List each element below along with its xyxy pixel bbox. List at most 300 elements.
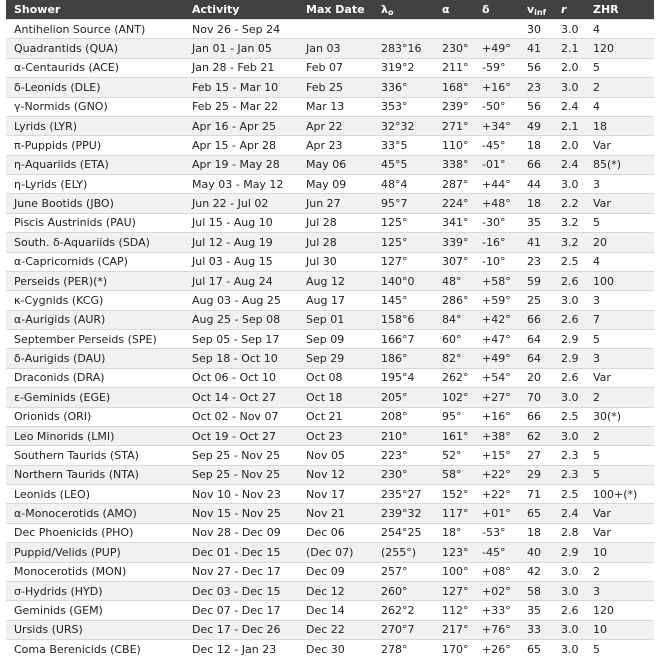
- cell-activity: Sep 25 - Nov 25: [184, 465, 298, 484]
- header-vinf: [519, 0, 553, 20]
- cell-alpha: 95°: [434, 407, 474, 426]
- cell-activity: Nov 27 - Dec 17: [184, 562, 298, 581]
- cell-activity: Apr 15 - Apr 28: [184, 136, 298, 155]
- cell-max-date: May 09: [298, 175, 373, 194]
- cell-zhr: Var: [585, 523, 654, 542]
- cell-r: 2.0: [553, 136, 585, 155]
- cell-zhr: 4: [585, 252, 654, 271]
- header-lambda-symbol: λ: [381, 2, 388, 16]
- cell-max-date: Dec 12: [298, 581, 373, 600]
- cell-zhr: 2: [585, 562, 654, 581]
- cell-max-date: Dec 22: [298, 620, 373, 639]
- cell-alpha: 112°: [434, 601, 474, 620]
- cell-vinf: 23: [519, 252, 553, 271]
- table-row: [6, 349, 654, 368]
- cell-delta: +38°: [474, 426, 519, 445]
- cell-vinf: 40: [519, 543, 553, 562]
- header-alpha: α: [434, 0, 474, 20]
- table-row: [6, 78, 654, 97]
- cell-vinf: 18: [519, 194, 553, 213]
- cell-lambda: 205°: [373, 388, 434, 407]
- table-row: [6, 562, 654, 581]
- cell-r: 3.0: [553, 20, 585, 39]
- table-row: [6, 368, 654, 387]
- cell-alpha: [434, 20, 474, 39]
- cell-shower: α-Monocerotids (AMO): [6, 504, 184, 523]
- cell-vinf: 62: [519, 426, 553, 445]
- cell-vinf: 41: [519, 233, 553, 252]
- cell-activity: Sep 05 - Sep 17: [184, 330, 298, 349]
- table-row: [6, 39, 654, 58]
- cell-max-date: Nov 21: [298, 504, 373, 523]
- cell-vinf: 27: [519, 446, 553, 465]
- cell-zhr: 4: [585, 97, 654, 116]
- cell-activity: Jan 01 - Jan 05: [184, 39, 298, 58]
- cell-activity: Dec 01 - Dec 15: [184, 543, 298, 562]
- cell-r: 2.4: [553, 155, 585, 174]
- cell-max-date: Feb 25: [298, 78, 373, 97]
- cell-zhr: 3: [585, 349, 654, 368]
- cell-delta: -53°: [474, 523, 519, 542]
- cell-shower: Lyrids (LYR): [6, 116, 184, 135]
- cell-lambda: 125°: [373, 213, 434, 232]
- cell-vinf: 18: [519, 136, 553, 155]
- table-row: [6, 640, 654, 659]
- cell-shower: September Perseids (SPE): [6, 330, 184, 349]
- cell-lambda: 158°6: [373, 310, 434, 329]
- cell-activity: Dec 17 - Dec 26: [184, 620, 298, 639]
- cell-vinf: 20: [519, 368, 553, 387]
- header-vinf-subscript: inf: [534, 7, 547, 17]
- cell-alpha: 286°: [434, 291, 474, 310]
- cell-lambda: 186°: [373, 349, 434, 368]
- cell-alpha: 117°: [434, 504, 474, 523]
- cell-shower: γ-Normids (GNO): [6, 97, 184, 116]
- table-row: [6, 601, 654, 620]
- cell-activity: Aug 25 - Sep 08: [184, 310, 298, 329]
- cell-max-date: May 06: [298, 155, 373, 174]
- cell-vinf: 56: [519, 58, 553, 77]
- cell-lambda: 257°: [373, 562, 434, 581]
- cell-r: 2.1: [553, 39, 585, 58]
- cell-alpha: 287°: [434, 175, 474, 194]
- cell-zhr: Var: [585, 194, 654, 213]
- table-row: [6, 543, 654, 562]
- cell-max-date: Sep 29: [298, 349, 373, 368]
- cell-vinf: 64: [519, 330, 553, 349]
- cell-alpha: 18°: [434, 523, 474, 542]
- cell-max-date: Nov 12: [298, 465, 373, 484]
- cell-delta: +33°: [474, 601, 519, 620]
- cell-shower: ε-Geminids (EGE): [6, 388, 184, 407]
- cell-zhr: Var: [585, 368, 654, 387]
- cell-vinf: 49: [519, 116, 553, 135]
- table-row: [6, 310, 654, 329]
- table-row: [6, 330, 654, 349]
- cell-lambda: 260°: [373, 581, 434, 600]
- cell-alpha: 100°: [434, 562, 474, 581]
- table-row: [6, 581, 654, 600]
- cell-r: 3.0: [553, 581, 585, 600]
- cell-vinf: 35: [519, 601, 553, 620]
- cell-lambda: 145°: [373, 291, 434, 310]
- cell-activity: Apr 16 - Apr 25: [184, 116, 298, 135]
- cell-vinf: 59: [519, 271, 553, 290]
- cell-delta: +59°: [474, 291, 519, 310]
- cell-activity: Nov 26 - Sep 24: [184, 20, 298, 39]
- cell-max-date: (Dec 07): [298, 543, 373, 562]
- cell-zhr: 7: [585, 310, 654, 329]
- cell-lambda: 283°16: [373, 39, 434, 58]
- cell-alpha: 52°: [434, 446, 474, 465]
- cell-shower: σ-Hydrids (HYD): [6, 581, 184, 600]
- cell-shower: α-Aurigids (AUR): [6, 310, 184, 329]
- cell-delta: +16°: [474, 407, 519, 426]
- cell-activity: Jul 03 - Aug 15: [184, 252, 298, 271]
- cell-r: 2.3: [553, 446, 585, 465]
- cell-shower: Antihelion Source (ANT): [6, 20, 184, 39]
- table-row: [6, 620, 654, 639]
- cell-delta: -01°: [474, 155, 519, 174]
- cell-zhr: 3: [585, 175, 654, 194]
- cell-max-date: Nov 05: [298, 446, 373, 465]
- table-body: [6, 20, 654, 659]
- table-row: [6, 97, 654, 116]
- cell-zhr: 100: [585, 271, 654, 290]
- cell-alpha: 60°: [434, 330, 474, 349]
- cell-r: 2.8: [553, 523, 585, 542]
- cell-delta: -10°: [474, 252, 519, 271]
- cell-alpha: 48°: [434, 271, 474, 290]
- cell-vinf: 44: [519, 175, 553, 194]
- cell-alpha: 341°: [434, 213, 474, 232]
- cell-activity: Nov 28 - Dec 09: [184, 523, 298, 542]
- cell-delta: -50°: [474, 97, 519, 116]
- table-row: [6, 233, 654, 252]
- cell-shower: κ-Cygnids (KCG): [6, 291, 184, 310]
- cell-activity: Oct 14 - Oct 27: [184, 388, 298, 407]
- cell-max-date: Dec 30: [298, 640, 373, 659]
- cell-zhr: 2: [585, 388, 654, 407]
- cell-max-date: Jun 27: [298, 194, 373, 213]
- table-row: [6, 58, 654, 77]
- cell-delta: +22°: [474, 485, 519, 504]
- cell-vinf: 56: [519, 97, 553, 116]
- cell-max-date: Apr 23: [298, 136, 373, 155]
- cell-r: 3.0: [553, 78, 585, 97]
- cell-activity: Nov 15 - Nov 25: [184, 504, 298, 523]
- cell-zhr: 2: [585, 426, 654, 445]
- cell-zhr: 18: [585, 116, 654, 135]
- cell-lambda: 278°: [373, 640, 434, 659]
- cell-vinf: 18: [519, 523, 553, 542]
- table-row: [6, 116, 654, 135]
- cell-vinf: 66: [519, 310, 553, 329]
- table-row: [6, 485, 654, 504]
- cell-shower: Monocerotids (MON): [6, 562, 184, 581]
- meteor-shower-table-container: [6, 0, 654, 658]
- cell-activity: Oct 06 - Oct 10: [184, 368, 298, 387]
- cell-delta: +48°: [474, 194, 519, 213]
- cell-activity: Aug 03 - Aug 25: [184, 291, 298, 310]
- cell-r: 2.5: [553, 252, 585, 271]
- cell-shower: Draconids (DRA): [6, 368, 184, 387]
- cell-shower: α-Capricornids (CAP): [6, 252, 184, 271]
- cell-r: 2.9: [553, 349, 585, 368]
- cell-zhr: 100+(*): [585, 485, 654, 504]
- cell-zhr: 5: [585, 213, 654, 232]
- cell-vinf: 66: [519, 155, 553, 174]
- cell-lambda: 336°: [373, 78, 434, 97]
- cell-zhr: 20: [585, 233, 654, 252]
- cell-alpha: 338°: [434, 155, 474, 174]
- cell-max-date: Aug 17: [298, 291, 373, 310]
- cell-max-date: [298, 20, 373, 39]
- cell-alpha: 152°: [434, 485, 474, 504]
- cell-vinf: 25: [519, 291, 553, 310]
- cell-r: 3.0: [553, 388, 585, 407]
- cell-activity: Jan 28 - Feb 21: [184, 58, 298, 77]
- table-row: [6, 465, 654, 484]
- cell-activity: Apr 19 - May 28: [184, 155, 298, 174]
- cell-activity: Jul 12 - Aug 19: [184, 233, 298, 252]
- cell-max-date: Nov 17: [298, 485, 373, 504]
- cell-zhr: 5: [585, 330, 654, 349]
- cell-activity: Sep 25 - Nov 25: [184, 446, 298, 465]
- table-row: [6, 155, 654, 174]
- cell-r: 3.0: [553, 640, 585, 659]
- table-row: [6, 175, 654, 194]
- cell-r: 2.6: [553, 601, 585, 620]
- cell-vinf: 33: [519, 620, 553, 639]
- cell-zhr: 120: [585, 601, 654, 620]
- cell-lambda: 166°7: [373, 330, 434, 349]
- table-row: [6, 504, 654, 523]
- cell-lambda: 262°2: [373, 601, 434, 620]
- cell-alpha: 127°: [434, 581, 474, 600]
- cell-lambda: 127°: [373, 252, 434, 271]
- cell-lambda: 95°7: [373, 194, 434, 213]
- cell-zhr: 5: [585, 58, 654, 77]
- cell-shower: Ursids (URS): [6, 620, 184, 639]
- cell-r: 3.0: [553, 291, 585, 310]
- cell-alpha: 110°: [434, 136, 474, 155]
- cell-alpha: 58°: [434, 465, 474, 484]
- cell-shower: Dec Phoenicids (PHO): [6, 523, 184, 542]
- cell-delta: +27°: [474, 388, 519, 407]
- cell-shower: South. δ-Aquariids (SDA): [6, 233, 184, 252]
- cell-alpha: 239°: [434, 97, 474, 116]
- table-row: [6, 136, 654, 155]
- cell-alpha: 224°: [434, 194, 474, 213]
- cell-lambda: 195°4: [373, 368, 434, 387]
- cell-lambda: (255°): [373, 543, 434, 562]
- cell-delta: -45°: [474, 136, 519, 155]
- cell-activity: Jul 15 - Aug 10: [184, 213, 298, 232]
- cell-zhr: 10: [585, 543, 654, 562]
- cell-activity: Feb 15 - Mar 10: [184, 78, 298, 97]
- cell-r: 2.3: [553, 465, 585, 484]
- cell-max-date: Jul 30: [298, 252, 373, 271]
- cell-shower: π-Puppids (PPU): [6, 136, 184, 155]
- cell-lambda: 270°7: [373, 620, 434, 639]
- cell-shower: η-Lyrids (ELY): [6, 175, 184, 194]
- cell-activity: Feb 25 - Mar 22: [184, 97, 298, 116]
- table-row: [6, 291, 654, 310]
- table-row: [6, 523, 654, 542]
- cell-max-date: Sep 01: [298, 310, 373, 329]
- cell-max-date: Oct 18: [298, 388, 373, 407]
- cell-activity: Sep 18 - Oct 10: [184, 349, 298, 368]
- header-r: [553, 0, 585, 20]
- cell-delta: +02°: [474, 581, 519, 600]
- cell-lambda: 33°5: [373, 136, 434, 155]
- header-delta: δ: [474, 0, 519, 20]
- cell-max-date: Aug 12: [298, 271, 373, 290]
- cell-delta: +01°: [474, 504, 519, 523]
- cell-vinf: 41: [519, 39, 553, 58]
- cell-r: 2.6: [553, 271, 585, 290]
- cell-activity: Oct 19 - Oct 27: [184, 426, 298, 445]
- cell-r: 2.5: [553, 485, 585, 504]
- cell-zhr: 2: [585, 78, 654, 97]
- cell-max-date: Jul 28: [298, 213, 373, 232]
- cell-zhr: 30(*): [585, 407, 654, 426]
- header-vinf-symbol: v: [527, 2, 535, 16]
- cell-vinf: 35: [519, 213, 553, 232]
- cell-max-date: Oct 21: [298, 407, 373, 426]
- cell-delta: -30°: [474, 213, 519, 232]
- cell-vinf: 30: [519, 20, 553, 39]
- cell-shower: δ-Leonids (DLE): [6, 78, 184, 97]
- cell-vinf: 64: [519, 349, 553, 368]
- cell-r: 2.4: [553, 504, 585, 523]
- cell-zhr: 5: [585, 465, 654, 484]
- cell-lambda: 319°2: [373, 58, 434, 77]
- cell-shower: Orionids (ORI): [6, 407, 184, 426]
- cell-delta: +58°: [474, 271, 519, 290]
- cell-shower: δ-Aurigids (DAU): [6, 349, 184, 368]
- cell-r: 3.0: [553, 426, 585, 445]
- cell-max-date: Oct 08: [298, 368, 373, 387]
- cell-alpha: 217°: [434, 620, 474, 639]
- cell-activity: Oct 02 - Nov 07: [184, 407, 298, 426]
- cell-lambda: 140°0: [373, 271, 434, 290]
- cell-delta: +49°: [474, 39, 519, 58]
- table-row: [6, 194, 654, 213]
- cell-max-date: Oct 23: [298, 426, 373, 445]
- table-row: [6, 446, 654, 465]
- cell-delta: +47°: [474, 330, 519, 349]
- cell-lambda: 210°: [373, 426, 434, 445]
- cell-alpha: 161°: [434, 426, 474, 445]
- cell-lambda: 32°32: [373, 116, 434, 135]
- table-row: [6, 252, 654, 271]
- cell-zhr: Var: [585, 136, 654, 155]
- header-lambda: [373, 0, 434, 20]
- header-shower: Shower: [6, 0, 184, 20]
- cell-max-date: Dec 09: [298, 562, 373, 581]
- cell-vinf: 23: [519, 78, 553, 97]
- cell-delta: -59°: [474, 58, 519, 77]
- cell-shower: Northern Taurids (NTA): [6, 465, 184, 484]
- cell-lambda: 239°32: [373, 504, 434, 523]
- cell-shower: Leo Minorids (LMI): [6, 426, 184, 445]
- table-row: [6, 20, 654, 39]
- cell-alpha: 211°: [434, 58, 474, 77]
- cell-activity: Jul 17 - Aug 24: [184, 271, 298, 290]
- cell-zhr: 4: [585, 20, 654, 39]
- cell-max-date: Jul 28: [298, 233, 373, 252]
- cell-zhr: 5: [585, 446, 654, 465]
- cell-max-date: Dec 06: [298, 523, 373, 542]
- cell-vinf: 65: [519, 640, 553, 659]
- cell-shower: Coma Berenicids (CBE): [6, 640, 184, 659]
- cell-vinf: 29: [519, 465, 553, 484]
- cell-shower: June Bootids (JBO): [6, 194, 184, 213]
- cell-alpha: 170°: [434, 640, 474, 659]
- cell-alpha: 230°: [434, 39, 474, 58]
- cell-lambda: 125°: [373, 233, 434, 252]
- cell-delta: +16°: [474, 78, 519, 97]
- cell-delta: +42°: [474, 310, 519, 329]
- cell-lambda: 235°27: [373, 485, 434, 504]
- cell-max-date: Mar 13: [298, 97, 373, 116]
- cell-lambda: 48°4: [373, 175, 434, 194]
- cell-alpha: 262°: [434, 368, 474, 387]
- cell-lambda: 230°: [373, 465, 434, 484]
- cell-max-date: Jan 03: [298, 39, 373, 58]
- cell-delta: [474, 20, 519, 39]
- cell-vinf: 42: [519, 562, 553, 581]
- cell-zhr: 3: [585, 291, 654, 310]
- cell-alpha: 84°: [434, 310, 474, 329]
- header-row: [6, 0, 654, 20]
- cell-zhr: 5: [585, 640, 654, 659]
- cell-lambda: [373, 20, 434, 39]
- cell-lambda: 353°: [373, 97, 434, 116]
- meteor-shower-table: [6, 0, 654, 658]
- cell-shower: Piscis Austrinids (PAU): [6, 213, 184, 232]
- cell-delta: +22°: [474, 465, 519, 484]
- cell-vinf: 70: [519, 388, 553, 407]
- cell-r: 3.2: [553, 213, 585, 232]
- cell-r: 2.1: [553, 116, 585, 135]
- cell-shower: Leonids (LEO): [6, 485, 184, 504]
- cell-vinf: 58: [519, 581, 553, 600]
- cell-activity: May 03 - May 12: [184, 175, 298, 194]
- cell-zhr: 10: [585, 620, 654, 639]
- cell-r: 2.2: [553, 194, 585, 213]
- cell-alpha: 307°: [434, 252, 474, 271]
- cell-r: 2.6: [553, 368, 585, 387]
- table-row: [6, 426, 654, 445]
- cell-alpha: 123°: [434, 543, 474, 562]
- cell-delta: +34°: [474, 116, 519, 135]
- cell-vinf: 71: [519, 485, 553, 504]
- cell-lambda: 223°: [373, 446, 434, 465]
- cell-r: 2.9: [553, 543, 585, 562]
- cell-r: 2.6: [553, 310, 585, 329]
- cell-zhr: 85(*): [585, 155, 654, 174]
- header-max-date: Max Date: [298, 0, 373, 20]
- cell-zhr: Var: [585, 504, 654, 523]
- table-row: [6, 271, 654, 290]
- cell-vinf: 65: [519, 504, 553, 523]
- cell-max-date: Apr 22: [298, 116, 373, 135]
- cell-activity: Jun 22 - Jul 02: [184, 194, 298, 213]
- cell-shower: η-Aquariids (ETA): [6, 155, 184, 174]
